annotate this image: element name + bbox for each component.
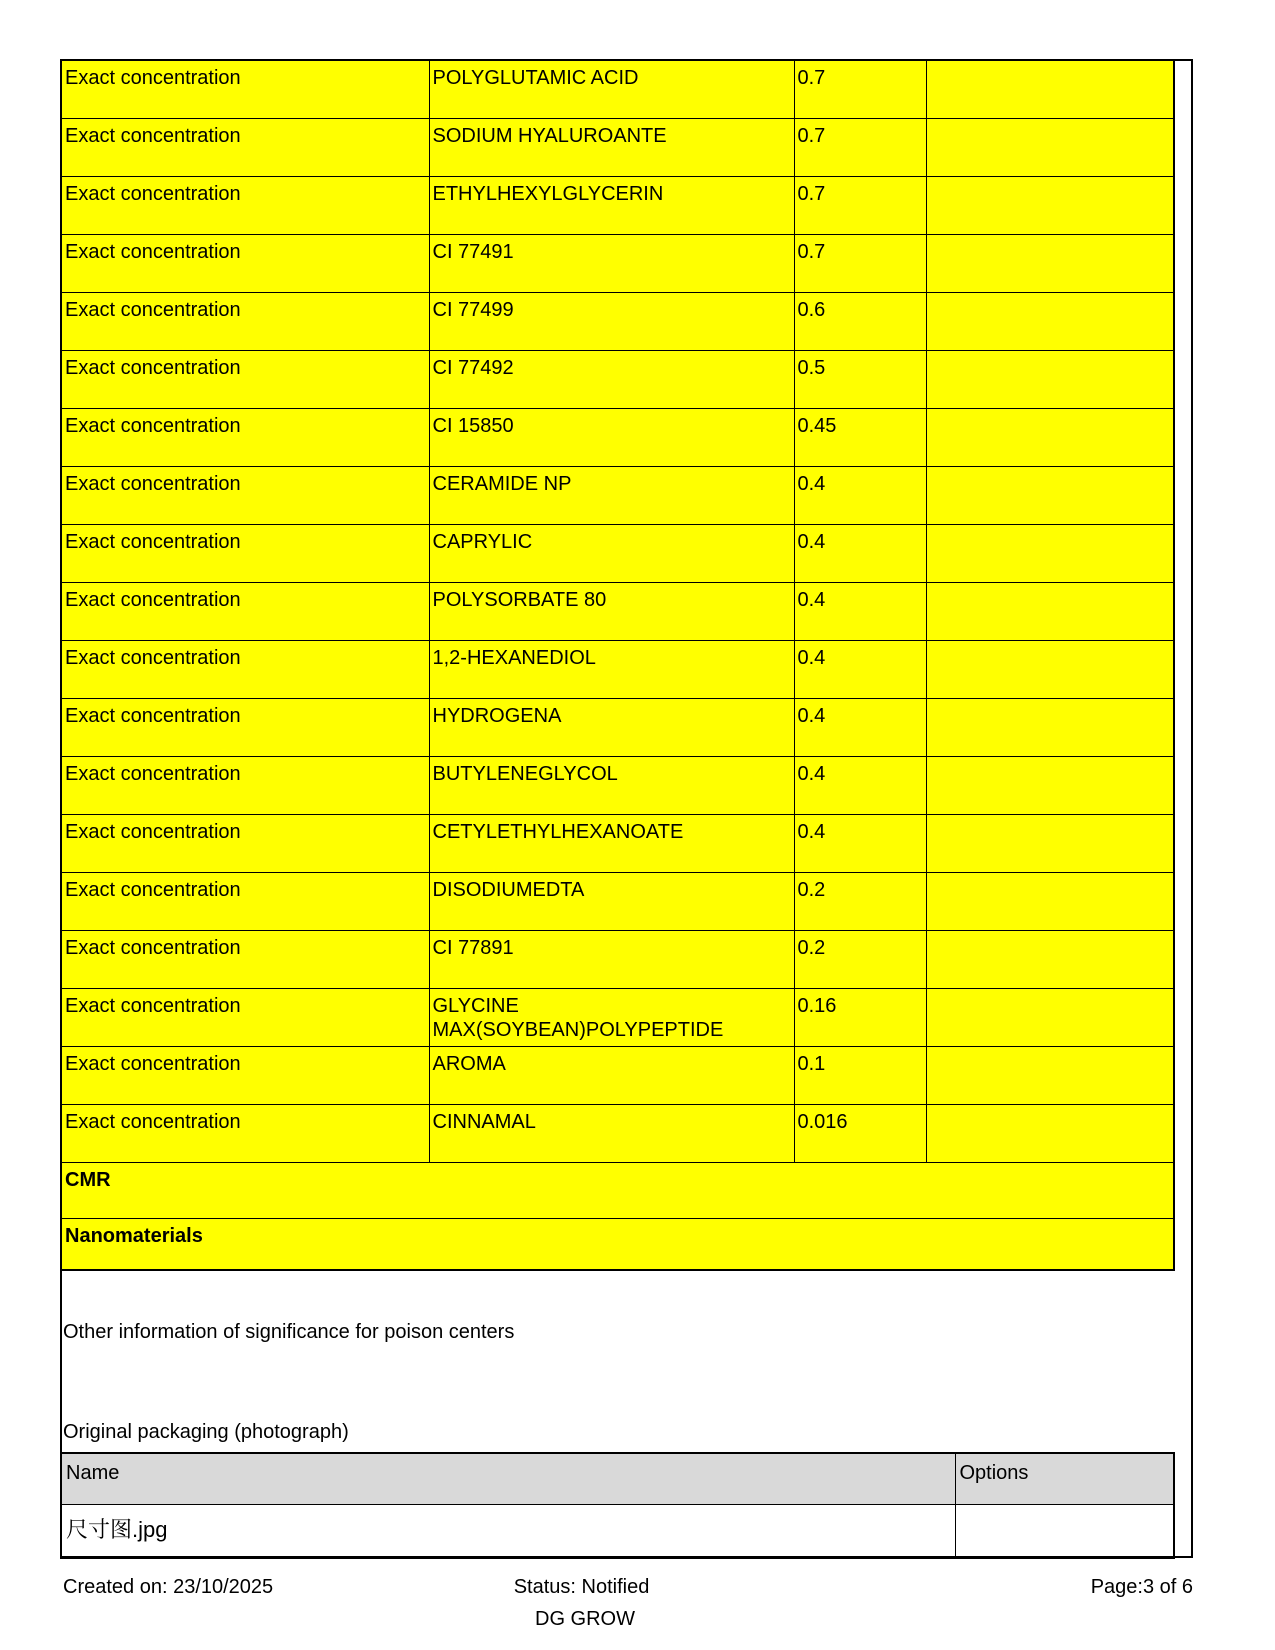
ingredient-name: POLYGLUTAMIC ACID: [429, 60, 794, 119]
footer-page-number: Page:3 of 6: [1090, 1576, 1193, 1598]
ingredient-name: SODIUM HYALUROANTE: [429, 119, 794, 177]
ingredient-concentration: 0.4: [794, 699, 926, 757]
row-label: Exact concentration: [61, 1047, 429, 1105]
files-table-header-row: [61, 1453, 1174, 1505]
ingredient-name: CAPRYLIC: [429, 525, 794, 583]
empty-cell: [926, 235, 1174, 293]
section-row-cmr: [61, 1163, 1174, 1219]
section-row-nanomaterials: [61, 1219, 1174, 1271]
ingredient-concentration: 0.5: [794, 351, 926, 409]
packaging-files-table: [60, 1452, 1175, 1559]
ingredient-row: [61, 931, 1174, 989]
row-label: Exact concentration: [61, 873, 429, 931]
ingredient-name: CI 77491: [429, 235, 794, 293]
ingredient-row: [61, 583, 1174, 641]
ingredient-row: [61, 989, 1174, 1047]
ingredient-concentration: 0.2: [794, 873, 926, 931]
ingredient-name: CINNAMAL: [429, 1105, 794, 1163]
row-label: Exact concentration: [61, 699, 429, 757]
ingredient-row: [61, 119, 1174, 177]
row-label: Exact concentration: [61, 119, 429, 177]
row-label: Exact concentration: [61, 409, 429, 467]
ingredient-row: [61, 235, 1174, 293]
ingredient-concentration: 0.2: [794, 931, 926, 989]
ingredient-name: BUTYLENEGLYCOL: [429, 757, 794, 815]
empty-cell: [926, 641, 1174, 699]
empty-cell: [926, 293, 1174, 351]
ingredient-concentration: 0.16: [794, 989, 926, 1047]
ingredient-concentration: 0.4: [794, 467, 926, 525]
file-options: [955, 1505, 1174, 1559]
files-table-header-name: Name: [61, 1453, 955, 1505]
ingredient-name: CI 77499: [429, 293, 794, 351]
ingredient-name: CI 77492: [429, 351, 794, 409]
ingredient-concentration: 0.4: [794, 641, 926, 699]
ingredient-row: [61, 815, 1174, 873]
ingredient-row: [61, 1047, 1174, 1105]
ingredient-name: ETHYLHEXYLGLYCERIN: [429, 177, 794, 235]
row-label: Exact concentration: [61, 351, 429, 409]
section-row-label: CMR: [61, 1163, 1174, 1219]
empty-cell: [926, 525, 1174, 583]
ingredient-concentration: 0.45: [794, 409, 926, 467]
row-label: Exact concentration: [61, 641, 429, 699]
empty-cell: [926, 873, 1174, 931]
row-label: Exact concentration: [61, 467, 429, 525]
ingredient-row: [61, 351, 1174, 409]
empty-cell: [926, 757, 1174, 815]
ingredient-name: POLYSORBATE 80: [429, 583, 794, 641]
empty-cell: [926, 815, 1174, 873]
other-information-heading: Other information of significance for poison centers: [63, 1321, 515, 1343]
ingredient-concentration: 0.016: [794, 1105, 926, 1163]
ingredient-name: AROMA: [429, 1047, 794, 1105]
ingredient-concentration: 0.6: [794, 293, 926, 351]
empty-cell: [926, 699, 1174, 757]
empty-cell: [926, 989, 1174, 1047]
footer-organisation: DG GROW: [535, 1608, 635, 1630]
row-label: Exact concentration: [61, 757, 429, 815]
row-label: Exact concentration: [61, 293, 429, 351]
ingredient-concentration: 0.4: [794, 583, 926, 641]
ingredient-row: [61, 60, 1174, 119]
row-label: Exact concentration: [61, 989, 429, 1047]
ingredient-row: [61, 641, 1174, 699]
ingredient-name: CERAMIDE NP: [429, 467, 794, 525]
files-table-header-options: Options: [955, 1453, 1174, 1505]
row-label: Exact concentration: [61, 931, 429, 989]
ingredient-concentration: 0.7: [794, 119, 926, 177]
empty-cell: [926, 177, 1174, 235]
empty-cell: [926, 1047, 1174, 1105]
empty-cell: [926, 351, 1174, 409]
ingredient-concentration: 0.4: [794, 815, 926, 873]
ingredient-name: 1,2-HEXANEDIOL: [429, 641, 794, 699]
ingredient-row: [61, 467, 1174, 525]
ingredients-table: [60, 59, 1175, 1271]
ingredient-concentration: 0.7: [794, 60, 926, 119]
ingredient-concentration: 0.4: [794, 525, 926, 583]
ingredient-name: HYDROGENA: [429, 699, 794, 757]
ingredient-name: CETYLETHYLHEXANOATE: [429, 815, 794, 873]
row-label: Exact concentration: [61, 235, 429, 293]
row-label: Exact concentration: [61, 583, 429, 641]
empty-cell: [926, 467, 1174, 525]
ingredient-row: [61, 873, 1174, 931]
empty-cell: [926, 119, 1174, 177]
row-label: Exact concentration: [61, 177, 429, 235]
ingredient-name: GLYCINE MAX(SOYBEAN)POLYPEPTIDE: [429, 989, 794, 1047]
ingredient-row: [61, 1105, 1174, 1163]
ingredient-row: [61, 757, 1174, 815]
empty-cell: [926, 583, 1174, 641]
ingredient-name: DISODIUMEDTA: [429, 873, 794, 931]
row-label: Exact concentration: [61, 815, 429, 873]
ingredient-row: [61, 293, 1174, 351]
ingredient-row: [61, 525, 1174, 583]
ingredient-name: CI 15850: [429, 409, 794, 467]
ingredient-concentration: 0.7: [794, 235, 926, 293]
ingredient-concentration: 0.1: [794, 1047, 926, 1105]
footer-status: Status: Notified: [513, 1576, 650, 1598]
empty-cell: [926, 931, 1174, 989]
ingredient-row: [61, 409, 1174, 467]
original-packaging-heading: Original packaging (photograph): [63, 1421, 349, 1443]
file-row: [61, 1505, 1174, 1559]
footer-created-on: Created on: 23/10/2025: [63, 1576, 274, 1598]
ingredient-name: CI 77891: [429, 931, 794, 989]
ingredient-row: [61, 699, 1174, 757]
ingredient-concentration: 0.7: [794, 177, 926, 235]
empty-cell: [926, 60, 1174, 119]
ingredient-concentration: 0.4: [794, 757, 926, 815]
empty-cell: [926, 409, 1174, 467]
empty-cell: [926, 1105, 1174, 1163]
row-label: Exact concentration: [61, 525, 429, 583]
section-row-label: Nanomaterials: [61, 1219, 1174, 1271]
file-name: 尺寸图.jpg: [61, 1505, 955, 1559]
row-label: Exact concentration: [61, 60, 429, 119]
ingredient-row: [61, 177, 1174, 235]
row-label: Exact concentration: [61, 1105, 429, 1163]
